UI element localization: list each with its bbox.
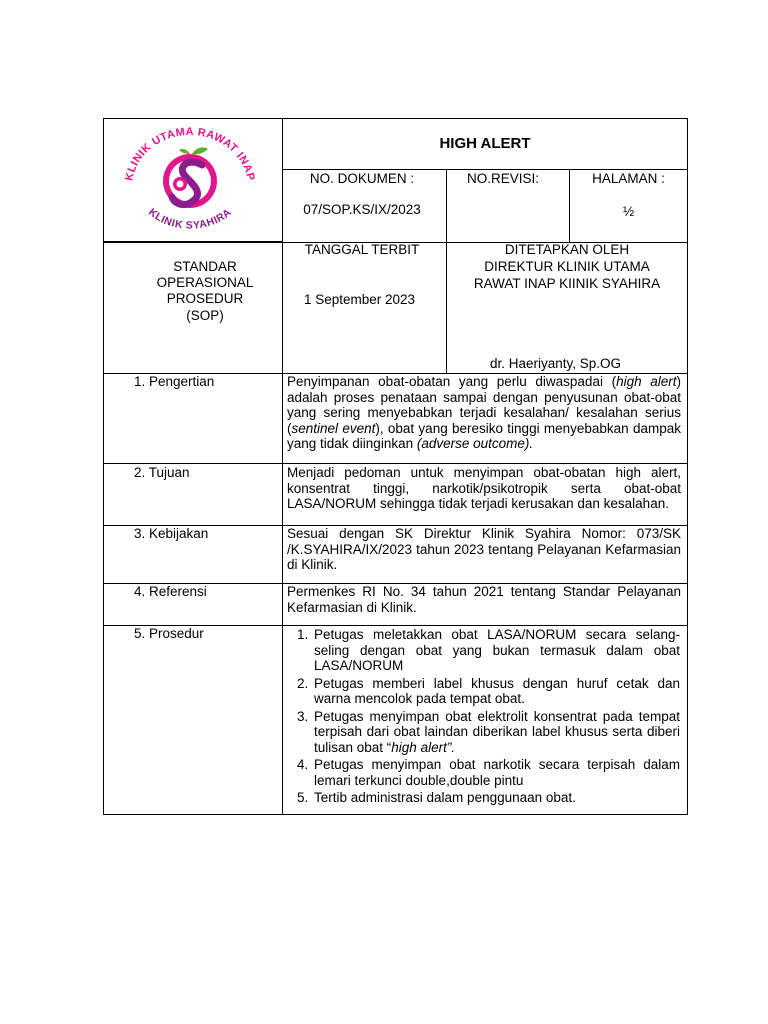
- prosedur-step-3: 3. Petugas menyimpan obat elektrolit konsentrat pada tempat terpisah dari obat laindan diberikan label khusus serta diberi tulisan obat “high alert”.: [312, 709, 680, 756]
- tujuan-label: 2. Tujuan: [134, 465, 190, 480]
- pengertian-label: 1. Pengertian: [134, 374, 215, 389]
- prosedur-step-1: 1. Petugas meletakkan obat LASA/NORUM secara selang-seling dengan obat yang bukan termasuk dalam obat LASA/NORUM: [312, 627, 680, 674]
- ditetapkan-line-1: DITETAPKAN OLEH: [504, 242, 630, 257]
- tanggal-value: 1 September 2023: [303, 292, 416, 307]
- ditetapkan-line-2: DIREKTUR KLINIK UTAMA: [484, 259, 650, 274]
- sop-line-2: OPERASIONAL: [156, 275, 254, 290]
- tanggal-label: TANGGAL TERBIT: [304, 242, 420, 257]
- prosedur-step-2: 2. Petugas memberi label khusus dengan huruf cetak dan warna mencolok pada tempat obat.: [312, 676, 680, 707]
- kebijakan-text: Sesuai dengan SK Direktur Klinik Syahira Nomor: 073/SK /K.SYAHIRA/IX/2023 tahun 2023 tentang Pelayanan Kefarmasian di Klinik.: [287, 526, 681, 572]
- no-revisi-label: NO.REVISI:: [467, 171, 540, 186]
- sop-line-4: (SOP): [186, 308, 224, 323]
- pengertian-text: Penyimpanan obat-obatan yang perlu diwaspadai (high alert) adalah proses penataan sampai dengan penyusunan obat-obat yang sering menyebabkan terjadi kesalahan/ kesalahan serius (sentinel event), obat yang beresiko tinggi menyebabkan dampak yang tidak diinginkan (adverse outcome).: [287, 374, 681, 451]
- clinic-logo: [110, 121, 270, 237]
- logo-arc-top-text: KLINIK UTAMA RAWAT INAP: [123, 125, 257, 182]
- referensi-text: Permenkes RI No. 34 tahun 2021 tentang Standar Pelayanan Kefarmasian di Klinik.: [287, 584, 681, 615]
- no-dokumen-label: NO. DOKUMEN :: [309, 171, 415, 186]
- tujuan-label-cell: [103, 463, 283, 526]
- referensi-label: 4. Referensi: [134, 584, 207, 599]
- prosedur-label: 5. Prosedur: [134, 626, 204, 641]
- kebijakan-label: 3. Kebijakan: [134, 526, 209, 541]
- prosedur-step-4: 4. Petugas menyimpan obat narkotik secara terpisah dalam lemari terkunci double,double pintu: [312, 757, 680, 788]
- signatory-name: dr. Haeriyanty, Sp.OG: [490, 356, 622, 371]
- prosedur-steps: [290, 627, 680, 808]
- halaman-label: HALAMAN :: [592, 171, 665, 186]
- logo-arc-bottom-text: KLINIK SYAHIRA: [146, 206, 234, 232]
- prosedur-step-5: 5. Tertib administrasi dalam penggunaan obat.: [312, 790, 680, 806]
- halaman-value: ½: [622, 204, 635, 219]
- prosedur-label-cell: [103, 625, 283, 815]
- no-dokumen-value: 07/SOP.KS/IX/2023: [303, 202, 421, 217]
- sop-line-3: PROSEDUR: [166, 291, 244, 306]
- logo-emblem: [163, 147, 217, 208]
- sop-line-1: STANDAR: [173, 259, 237, 274]
- tujuan-text: Menjadi pedoman untuk menyimpan obat-obatan high alert, konsentrat tinggi, narkotik/psikotropik serta obat-obat LASA/NORUM sehingga tidak terjadi kerusakan dan kesalahan.: [287, 465, 681, 511]
- document-title: HIGH ALERT: [439, 135, 531, 152]
- tanggal-cell: [282, 242, 447, 374]
- ditetapkan-line-3: RAWAT INAP KIINIK SYAHIRA: [473, 276, 661, 291]
